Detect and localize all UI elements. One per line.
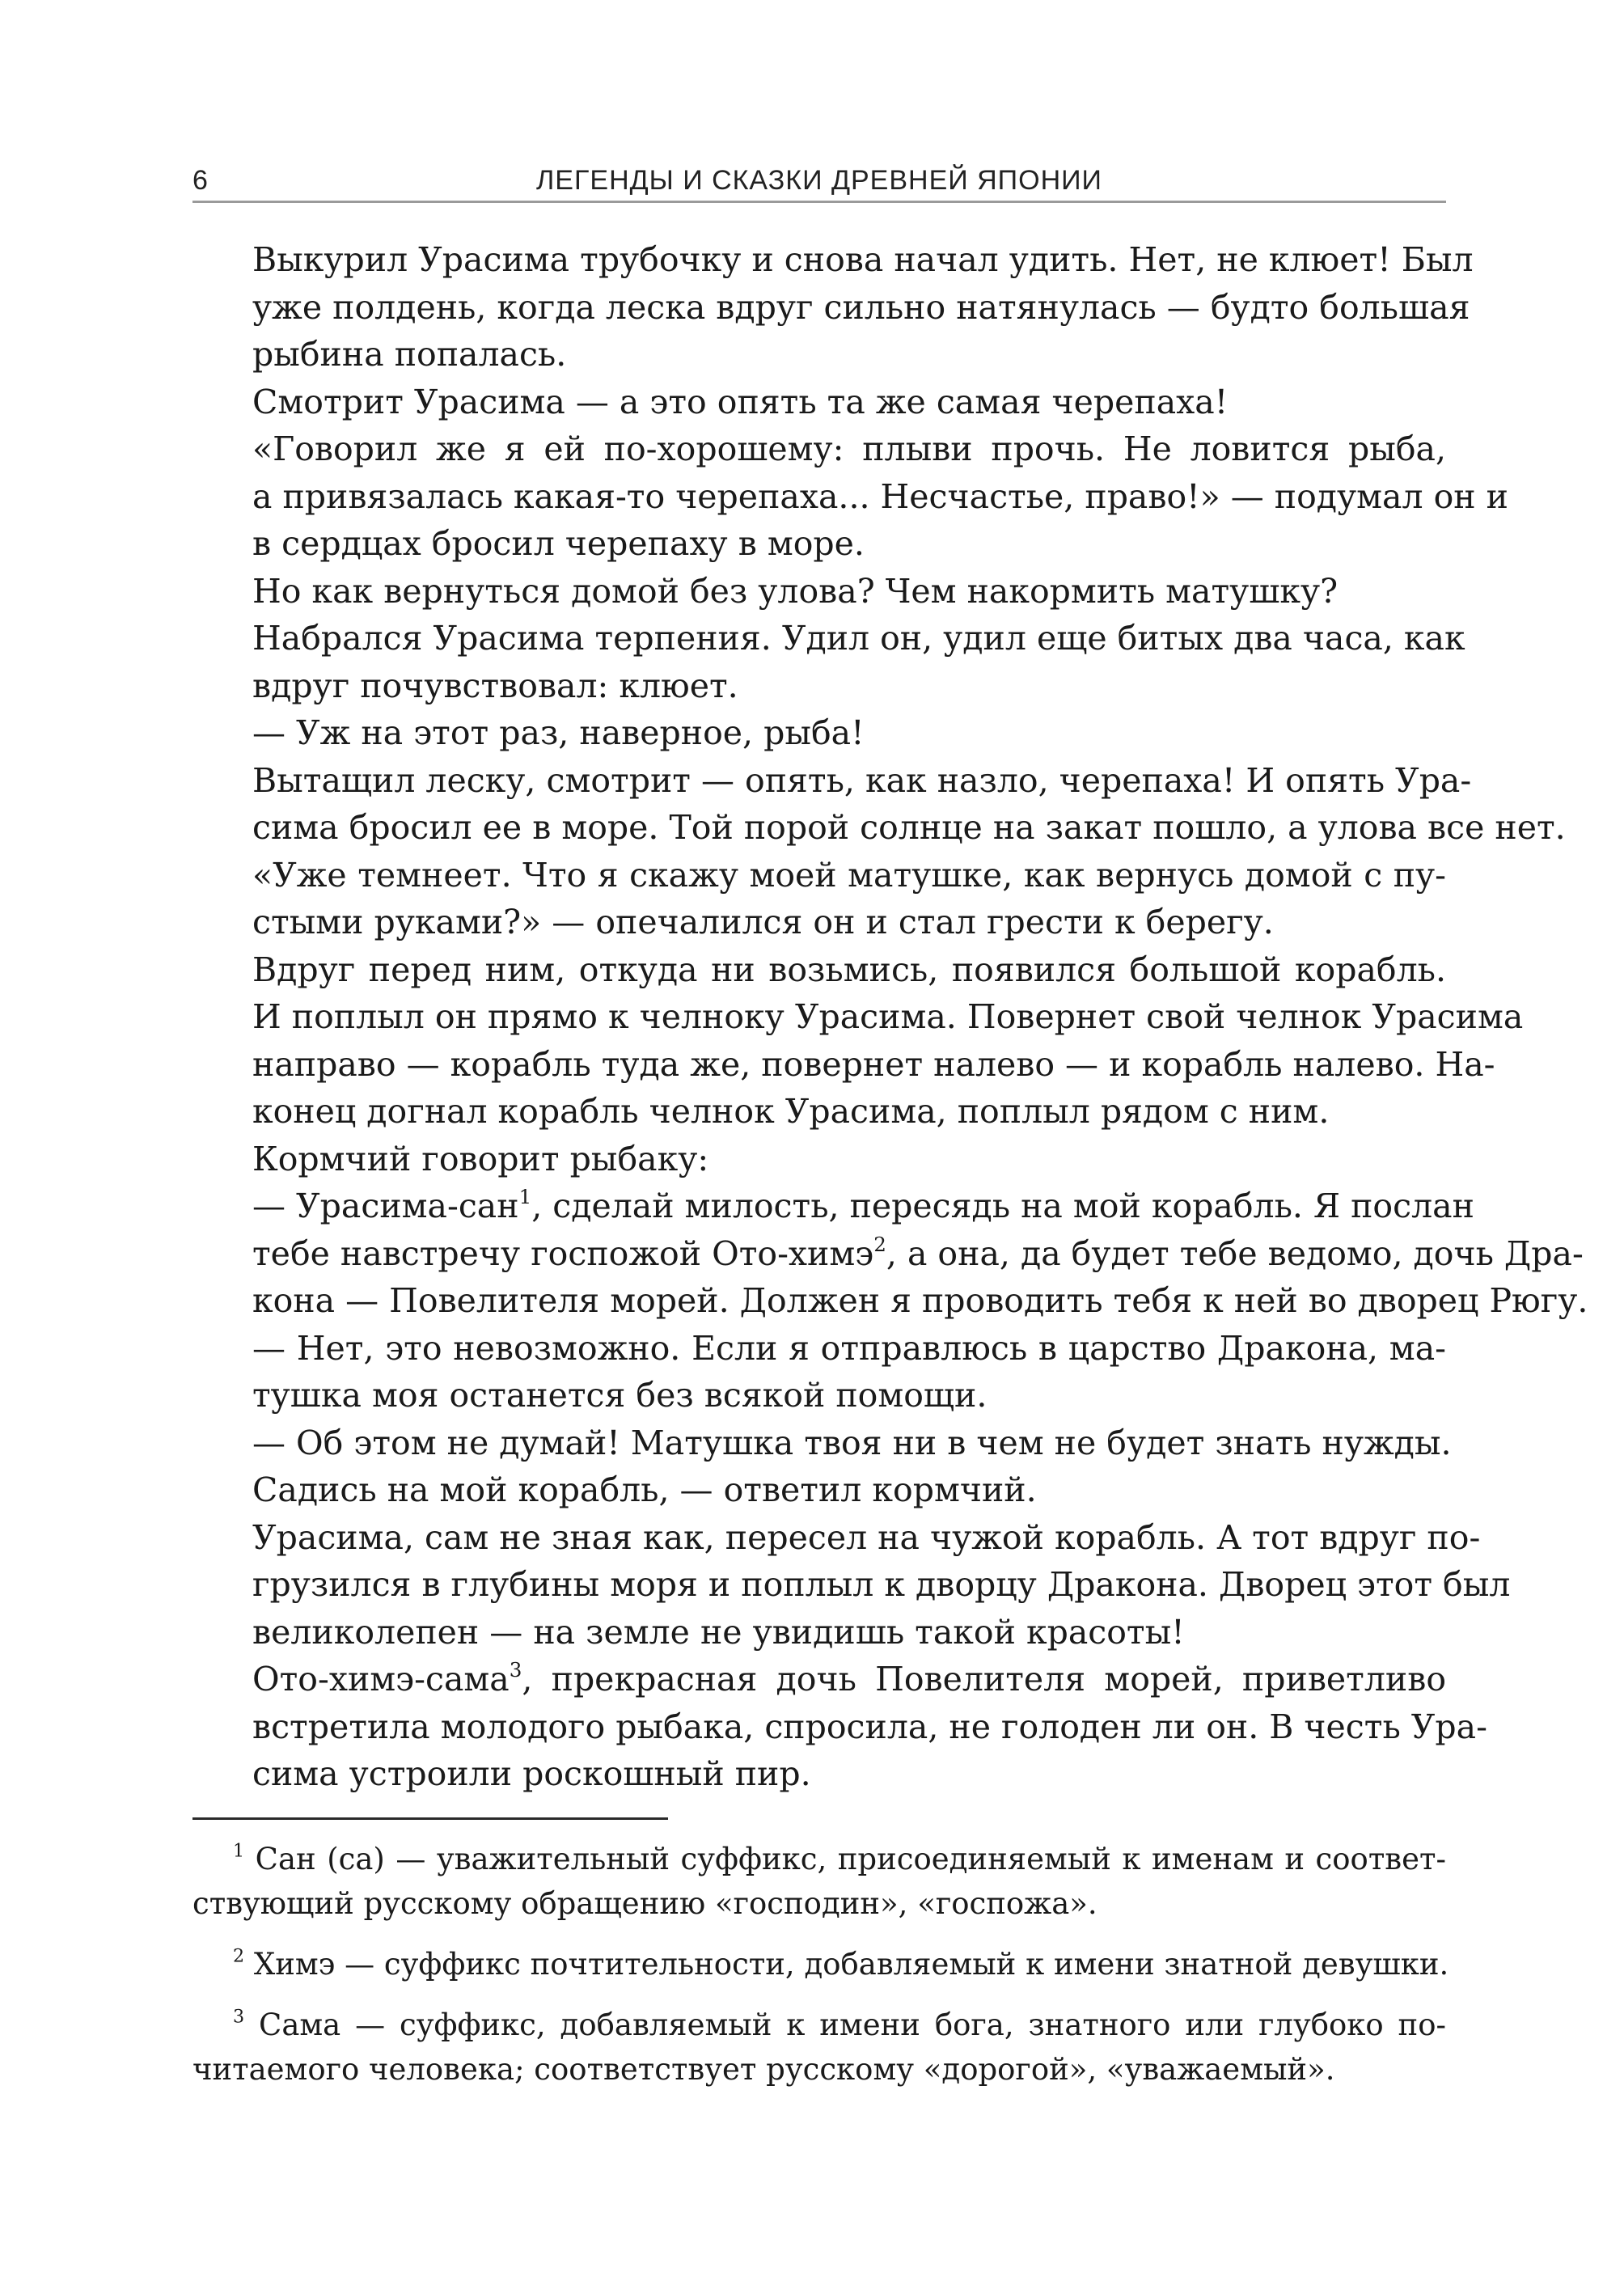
footnote-text: Химэ — суффикс почтительности, добавляемый к имени знатной девушки. [244,1947,1449,1982]
text-line: Вытащил леску, смотрит — опять, как назло, черепаха! И опять Ура- [252,760,1472,800]
text-run: тебе навстречу госпожой Ото-химэ [252,1233,874,1273]
footnote-ref-1: 1 [518,1184,532,1208]
paragraph [192,709,1446,757]
text-line: сима устроили роскошный пир. [252,1754,811,1793]
text-run: Ото-химэ-сама [252,1660,510,1699]
footnote-line: читаемого человека; соответствует русскому «дорогой», «уважаемый». [192,2052,1335,2087]
paragraph [192,425,1508,568]
text-line: «Уже темнеет. Что я скажу моей матушке, как вернусь домой с пу- [252,855,1446,895]
paragraph [192,946,1524,1136]
paragraph [192,1182,1588,1325]
text-line: в сердцах бросил черепаху в море. [252,524,865,563]
text-line: «Говорил же я ей по-хорошему: плыви прочь. Не ловится рыба, [252,429,1446,468]
footnote-1 [192,1837,1446,1926]
footnote-3 [192,2003,1446,2092]
paragraph [192,1656,1487,1798]
text-line: стыми руками?» — опечалился он и стал грести к берегу. [252,903,1274,941]
footnote-text: Сама — суффикс, добавляемый к имени бога, знатного или глубоко по- [244,2007,1446,2042]
footnotes [192,1837,1449,2108]
text-line: грузился в глубины моря и поплыл к дворцу Дракона. Дворец этот был [252,1565,1511,1604]
text-line: Смотрит Урасима — а это опять та же самая черепаха! [252,382,1229,421]
page-number: 6 [192,165,208,196]
text-line: тушка моя останется без всякой помощи. [252,1376,988,1415]
footnote-ref-3: 3 [509,1657,522,1682]
footnote-text: Сан (са) — уважительный суффикс, присоединяемый к именам и соответ- [244,1842,1446,1876]
footnote-2 [192,1942,1449,1986]
text-run: — Урасима-сан [252,1187,519,1225]
text-line [192,1182,1474,1230]
text-line: — Об этом не думай! Матушка твоя ни в чем не будет знать нужды. [252,1423,1452,1462]
text-line: Выкурил Урасима трубочку и снова начал удить. Нет, не клюет! Был [252,240,1474,279]
text-line: — Уж на этот раз, наверное, рыба! [252,713,865,752]
footnote-line [192,2003,1446,2047]
paragraph [192,615,1465,709]
text-line: встретила молодого рыбака, спросила, не голоден ли он. В честь Ура- [252,1707,1487,1746]
footnote-mark: 2 [233,1945,245,1967]
text-line: направо — корабль туда же, повернет налево — и корабль налево. На- [252,1044,1495,1084]
text-line: И поплыл он прямо к челноку Урасима. Повернет свой челнок Урасима [252,997,1524,1036]
footnote-line: ствующий русскому обращению «господин», «госпожа». [192,1886,1097,1921]
text-line: уже полдень, когда леска вдруг сильно натянулась — будто большая [252,287,1470,327]
text-run: , прекрасная дочь Повелителя морей, приветливо [522,1660,1446,1699]
book-title: ЛЕГЕНДЫ И СКАЗКИ ДРЕВНЕЙ ЯПОНИИ [535,165,1102,196]
paragraph [192,1136,1446,1183]
paragraph [192,757,1566,852]
footnote-mark: 1 [233,1840,245,1862]
text-line: Садись на мой корабль, — ответил кормчий. [252,1470,1037,1509]
paragraph [192,852,1446,946]
paragraph [192,1419,1452,1514]
text-line: Набрался Урасима терпения. Удил он, удил еще битых два часа, как [252,619,1465,658]
paragraph [192,379,1446,426]
main-text [192,236,1588,1798]
text-line: Урасима, сам не зная как, пересел на чужой корабль. А тот вдруг по- [252,1517,1481,1557]
footnote-divider [192,1817,668,1820]
text-line [192,1230,1584,1278]
text-line: конец догнал корабль челнок Урасима, поплыл рядом с ним. [252,1092,1330,1131]
text-line: а привязалась какая-то черепаха... Несчастье, право!» — подумал он и [252,476,1508,516]
text-line: вдруг почувствовал: клюет. [252,666,738,705]
paragraph [192,568,1446,616]
footnote-ref-2: 2 [873,1232,886,1256]
text-line [192,1656,1446,1703]
text-line: рыбина попалась. [252,335,567,374]
text-line: сима бросил ее в море. Той порой солнце на закат пошло, а улова все нет. [252,808,1566,847]
footnote-line [192,1942,1449,1986]
text-line: — Нет, это невозможно. Если я отправлюсь в царство Дракона, ма- [252,1328,1446,1368]
text-line: Кормчий говорит рыбаку: [252,1139,709,1178]
paragraph [192,1514,1511,1656]
text-run: , а она, да будет тебе ведомо, дочь Дра- [886,1233,1584,1273]
text-line: Вдруг перед ним, откуда ни возьмись, появился большой корабль. [252,950,1446,989]
footnote-line [192,1837,1446,1881]
text-run: , сделай милость, пересядь на мой корабль. Я послан [531,1187,1474,1225]
text-line: великолепен — на земле не увидишь такой красоты! [252,1612,1185,1652]
paragraph [192,236,1474,379]
text-line: Но как вернуться домой без улова? Чем накормить матушку? [252,571,1339,611]
header-divider [192,201,1446,203]
text-line: кона — Повелителя морей. Должен я проводить тебя к ней во дворец Рюгу. [252,1281,1588,1320]
footnote-mark: 3 [233,2006,245,2028]
paragraph [192,1325,1446,1419]
